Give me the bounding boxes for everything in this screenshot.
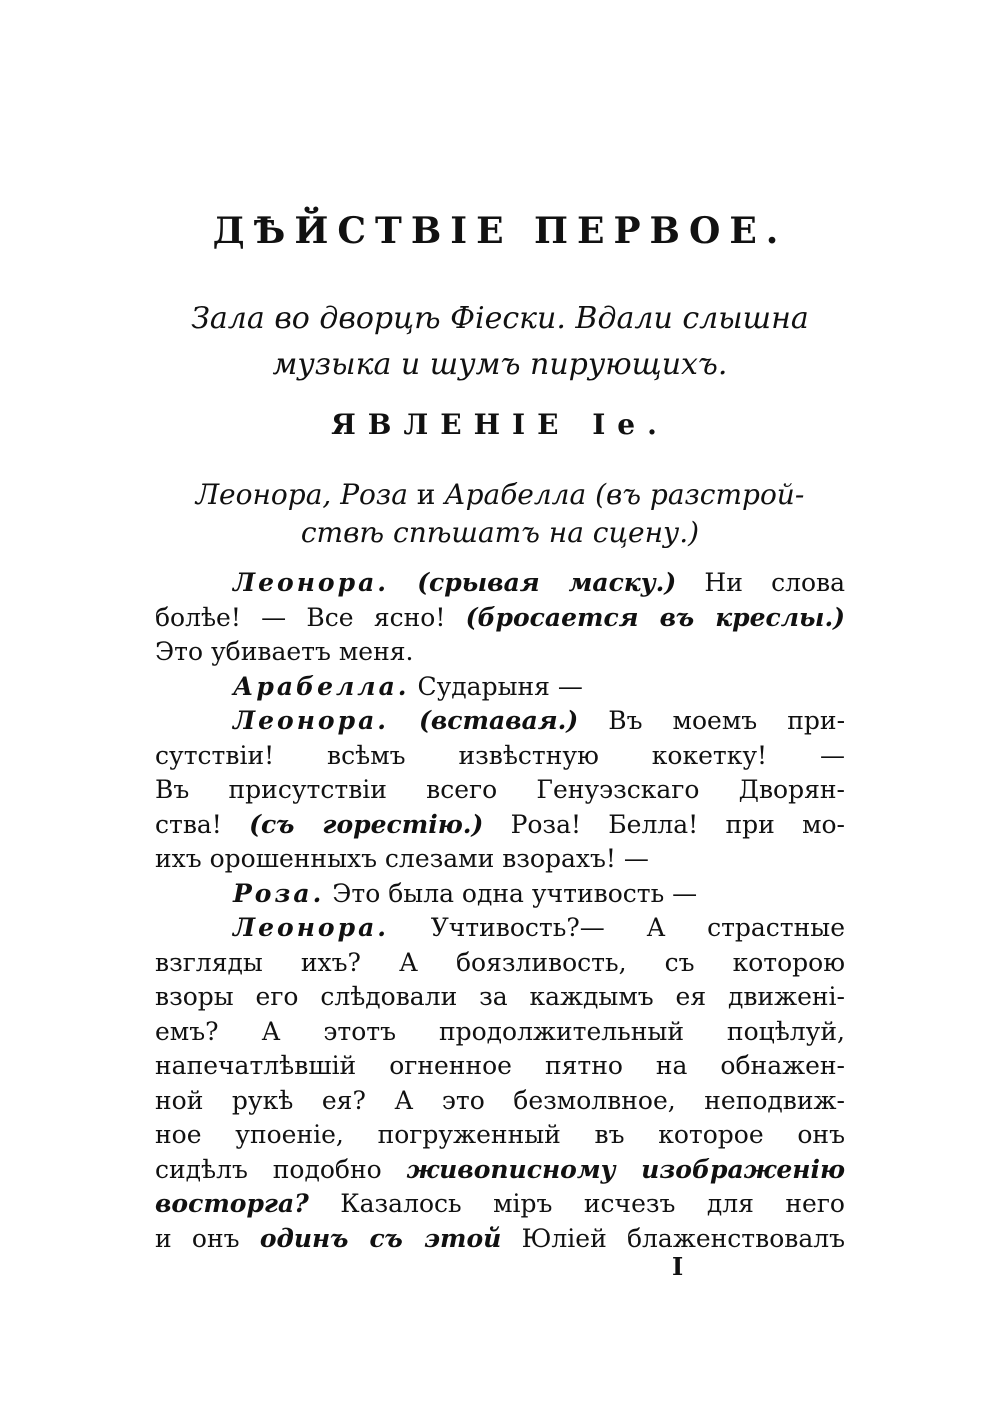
text-line	[155, 877, 845, 912]
dialogue: болѣе! — Все ясно!	[155, 602, 446, 632]
dialogue: Это убиваетъ меня.	[155, 637, 414, 666]
speaker-name: Роза.	[233, 878, 325, 908]
setting-line: музыка и шумъ пирующихъ.	[272, 347, 728, 382]
text-line	[155, 704, 845, 739]
dialogue: Ни слова	[704, 568, 845, 597]
text-line: сутствіи! всѣмъ извѣстную кокетку! —	[155, 740, 845, 770]
text-line	[155, 808, 845, 843]
speaker-name: Леонора.	[233, 706, 389, 735]
stage-direction: (бросается въ креслы.)	[465, 602, 845, 632]
text-line: Въ присутствіи всего Генуэзскаго Дворян-	[155, 775, 845, 804]
text-line	[155, 1187, 845, 1222]
text-line: взоры его слѣдовали за каждымъ ея движені-	[155, 982, 845, 1011]
cast-name: Леонора,	[195, 478, 332, 511]
dialogue: Учтивость?— А страстные	[430, 913, 845, 942]
stage-direction: ствѣ спѣшатъ на сцену.)	[300, 516, 700, 549]
text-line: ной рукѣ ея? А это безмолвное, неподвиж-	[155, 1085, 845, 1115]
setting-line: Зала во дворцѣ Фіески. Вдали слышна	[191, 301, 809, 336]
cast-conjunction: и	[416, 478, 436, 511]
stage-direction: (въ разстрой-	[595, 478, 805, 511]
dialogue: Роза! Белла! при мо-	[510, 809, 845, 839]
text-line: ное упоеніе, погруженный въ которое онъ	[155, 1120, 845, 1149]
text-line	[155, 1222, 845, 1257]
scene-title: ЯВЛЕНІЕ Iе.	[331, 408, 669, 441]
emphasis: восторга?	[155, 1189, 309, 1218]
dialogue: Сударыня —	[417, 671, 583, 701]
text-line	[155, 670, 845, 705]
cast-name: Роза	[340, 478, 408, 511]
dialogue-text	[155, 566, 845, 1256]
cast-name: Арабелла	[444, 478, 587, 511]
dialogue: и онъ	[155, 1223, 240, 1253]
emphasis: одинъ съ этой	[259, 1223, 502, 1253]
speaker-name: Леонора.	[233, 568, 389, 597]
dialogue: ства!	[155, 809, 222, 839]
speaker-name: Леонора.	[233, 913, 389, 942]
stage-direction: (съ горестію.)	[249, 809, 484, 839]
speaker-name: Арабелла.	[233, 671, 410, 701]
text-line: емъ? А этотъ продолжительный поцѣлуй,	[155, 1016, 845, 1046]
text-line	[155, 911, 845, 946]
cast-list	[140, 476, 860, 552]
page-number: I	[672, 1252, 684, 1281]
dialogue: Это была одна учтивость —	[332, 878, 698, 908]
cast-line	[140, 476, 860, 514]
stage-direction: (вставая.)	[419, 706, 579, 735]
text-line: ихъ орошенныхъ слезами взорахъ! —	[155, 844, 649, 873]
dialogue: Юліей блаженствовалъ	[521, 1223, 845, 1253]
emphasis: живописному изображенію	[406, 1154, 845, 1184]
text-line: напечатлѣвшій огненное пятно на обнажен-	[155, 1051, 845, 1080]
scene-setting	[140, 296, 860, 388]
text-line	[155, 1153, 845, 1188]
text-line: взгляды ихъ? А боязливость, съ которою	[155, 947, 845, 977]
dialogue: Въ моемъ при-	[608, 706, 845, 735]
dialogue: Казалось міръ исчезъ для него	[340, 1189, 845, 1218]
dialogue: сидѣлъ подобно	[155, 1154, 382, 1184]
text-line	[155, 635, 845, 670]
text-line	[155, 566, 845, 601]
stage-direction: (срывая маску.)	[417, 568, 677, 597]
text-line	[155, 601, 845, 636]
act-title: ДѢЙСТВІЕ ПЕРВОЕ.	[212, 210, 788, 252]
